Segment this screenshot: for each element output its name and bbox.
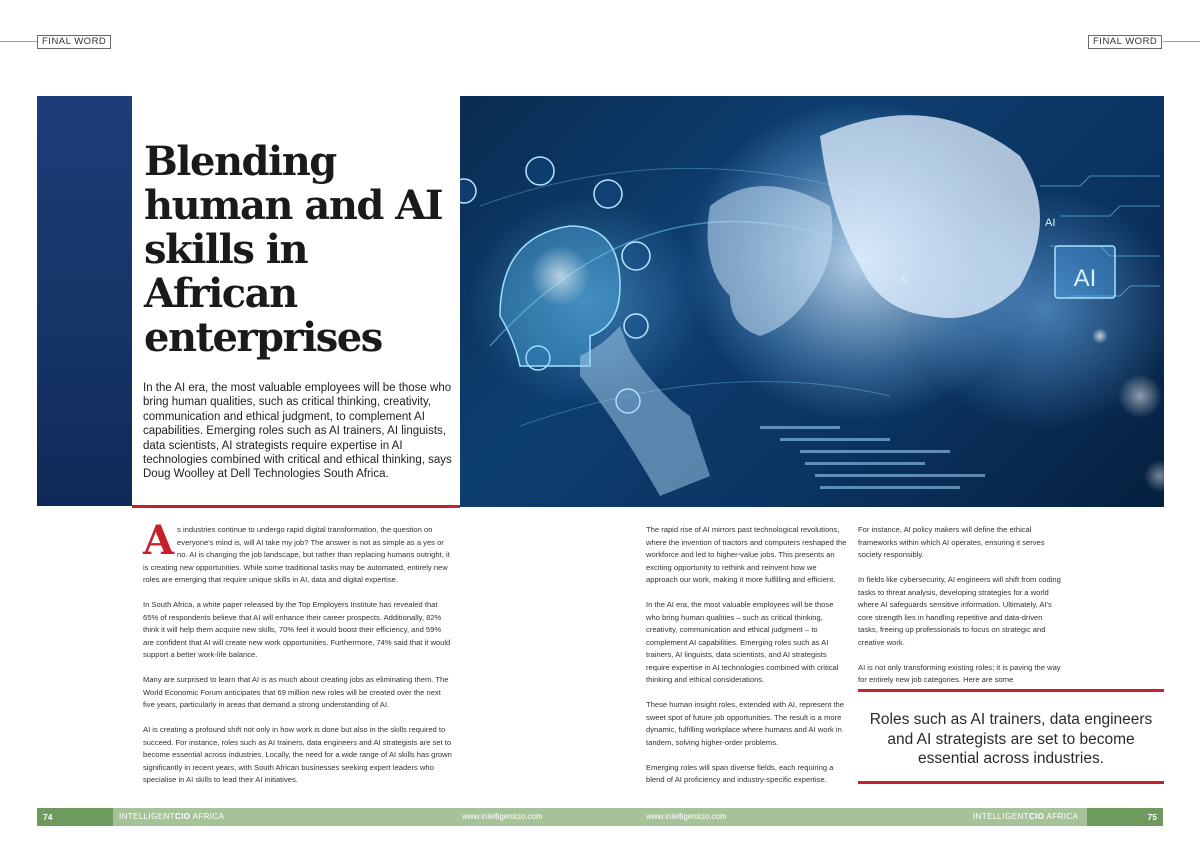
section-tag-left: FINAL WORD [37,35,111,49]
body-column-2 [646,524,848,799]
standfirst-red-rule [132,505,460,508]
hero-image-ai-human [460,96,1164,507]
body-column-3 [858,524,1064,699]
decorative-navy-bar [37,96,132,506]
body-paragraph: In South Africa, a white paper released by the Top Employers Institute has revealed that 65% of respondents believe that AI will enhance their career prospects. Additionally, 82% think it will help them acquire new skills, 70% feel it would boost their efficiency, and 59% are confident that AI will create new work opportunities. Furthermore, 74% said that it would support a better work-life balance. [143,600,451,659]
body-paragraph: In the AI era, the most valuable employees will be those who bring human qualities – such as critical thinking, creativity, communication and ethical judgment – to complement AI capabilities. Emerging roles such as AI trainers, AI linguists, data scientists, and AI strategists require expertise in AI technologies combined with critical thinking and ethical considerations. [646,600,839,684]
body-column-1 [143,517,453,799]
body-paragraph: AI is creating a profound shift not only in how work is done but also in the skills required to succeed. For instance, roles such as AI trainers, data engineers and AI strategists are set to become essential across industries. Locally, the need for a wide range of AI skills has grown significantly in recent years, with South African businesses seeking expert leaders who specialise in AI skills to lead their AI initiatives. [143,725,452,784]
footer-brand-right: INTELLIGENTCIO AFRICA [973,812,1079,821]
page-number-right: 75 [1147,812,1157,822]
body-paragraph: The rapid rise of AI mirrors past technological revolutions, where the invention of tractors and computers reshaped the workforce and led to higher-value jobs. This presents an exciting opportunity to rethink and reinvent how we approach our work, making it more fulfilling and efficient. [646,525,847,584]
footer-right-page-number-box [1087,808,1163,826]
hero-ai-label-1: AI [1045,217,1056,229]
body-paragraph: As industries continue to undergo rapid digital transformation, the question on everyone's mind is, will AI take my job? The answer is not as simple as a yes or no. AI is changing the job landscape, but rather than replacing humans outright, it is creating new opportunities. While some traditional tasks may be automated, entirely new roles are emerging that require unique skills in AI, data and digital expertise. [143,517,450,584]
hero-ai-chip-label: AI [1073,265,1097,292]
footer-left-page-number-box [37,808,113,826]
hero-illustration [460,96,1164,507]
article-standfirst: In the AI era, the most valuable employees will be those who bring human qualities, such as critical thinking, creativity, communication and ethical judgment, to complement AI capabilities. Emerging roles such as AI trainers, AI linguists, data scientists, AI strategists require expertise in AI technologies combined with critical and ethical thinking, says Doug Woolley at Dell Technologies South Africa. [143,382,452,481]
page-number-left: 74 [43,812,53,822]
pullquote-top-rule [858,689,1164,692]
footer-left-band [113,808,600,826]
body-paragraph: AI is not only transforming existing roles; it is paving the way for entirely new job categories. Here are some [858,662,1061,684]
footer-url-left[interactable]: www.intelligentcio.com [462,812,543,821]
body-paragraph: Emerging roles will span diverse fields, each requiring a blend of AI proficiency and industry-specific expertise. [646,762,834,784]
header-rule-right [1163,41,1200,42]
pull-quote: Roles such as AI trainers, data engineers and AI strategists are set to become essential across industries. [869,711,1153,767]
body-paragraph: In fields like cybersecurity, AI engineers will shift from coding tasks to threat analysis, developing strategies for a world where AI safeguards sensitive information. Ultimately, AI's core strength lies in handling repetitive and data-driven tasks, freeing up professionals to focus on strategic and creative work. [858,575,1061,647]
footer-url-right[interactable]: www.intelligentcio.com [646,812,727,821]
header-rule-left [0,41,37,42]
body-paragraph: These human insight roles, extended with AI, represent the sweet spot of future job opportunities. The result is a more dynamic, fulfilling workplace where humans and AI work in tandem, solving higher-order problems. [646,700,844,747]
body-paragraph: For instance, AI policy makers will define the ethical frameworks within which AI operates, ensuring it serves society responsibly. [858,525,1045,559]
drop-cap: A [143,517,175,564]
article-title: Blending human and AI skills in African enterprises [144,138,443,361]
hero-ai-label-2: AI [900,275,908,284]
footer-right-band [600,808,1087,826]
footer-brand-left: INTELLIGENTCIO AFRICA [119,812,225,821]
pullquote-bottom-rule [858,781,1164,784]
body-paragraph: Many are surprised to learn that AI is as much about creating jobs as eliminating them. The World Economic Forum anticipates that 69 million new roles will be created over the next five years, particularly in areas that demand a strong understanding of AI. [143,675,449,709]
section-tag-right: FINAL WORD [1088,35,1162,49]
